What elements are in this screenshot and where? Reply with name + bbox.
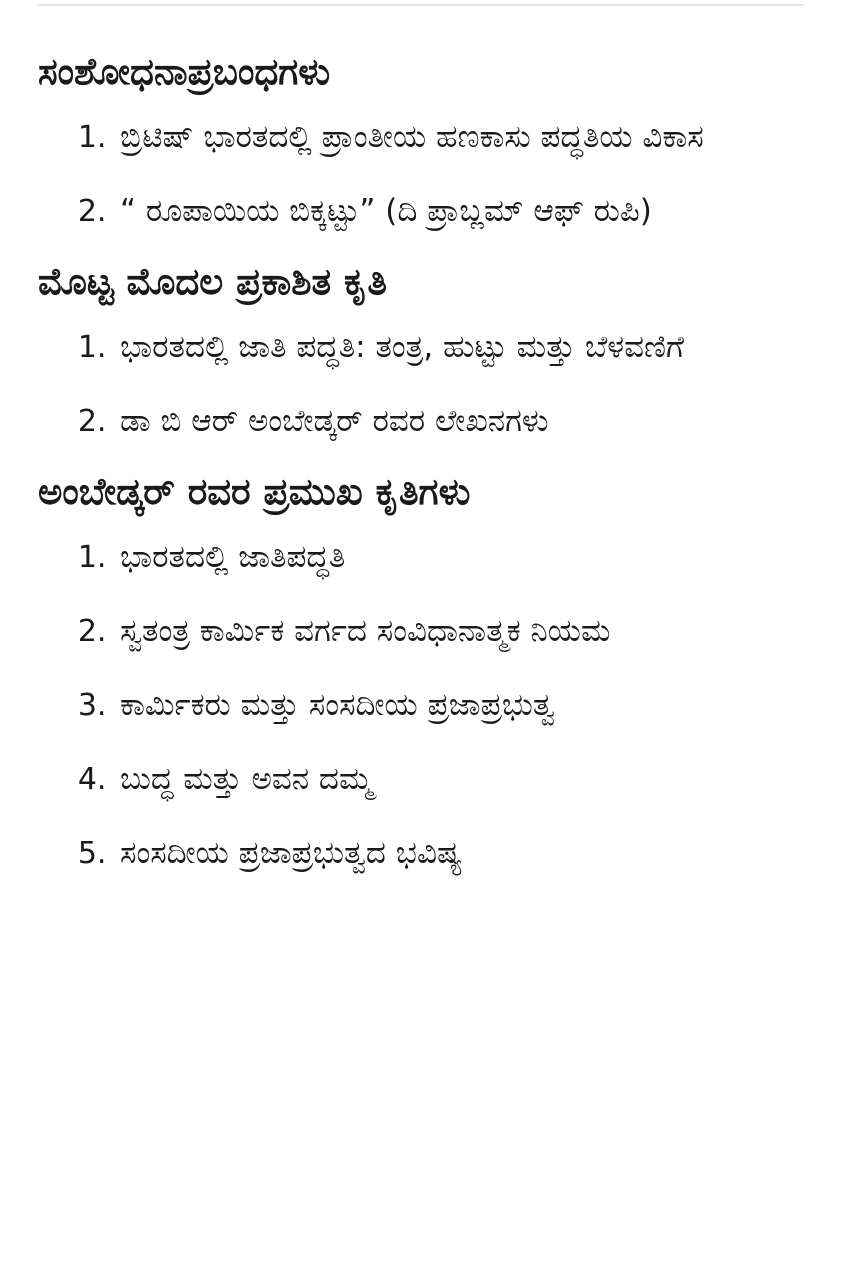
list-item: 2. ಸ್ವತಂತ್ರ ಕಾರ್ಮಿಕ ವರ್ಗದ ಸಂವಿಧಾನಾತ್ಮಕ ನಿಯಮ bbox=[116, 600, 808, 663]
article-content bbox=[38, 44, 808, 896]
research-papers-list bbox=[38, 106, 808, 243]
list-item: 3. ಕಾರ್ಮಿಕರು ಮತ್ತು ಸಂಸದೀಯ ಪ್ರಜಾಪ್ರಭುತ್ವ bbox=[116, 674, 808, 737]
list-item: 5. ಸಂಸದೀಯ ಪ್ರಜಾಪ್ರಭುತ್ವದ ಭವಿಷ್ಯ bbox=[116, 822, 808, 885]
major-works-list bbox=[38, 526, 808, 885]
list-item: 1. ಭಾರತದಲ್ಲಿ ಜಾತಿಪದ್ಧತಿ bbox=[116, 526, 808, 589]
first-published-work-list bbox=[38, 316, 808, 453]
section-heading-research-papers: ಸಂಶೋಧನಾಪ್ರಬಂಧಗಳು bbox=[38, 50, 331, 93]
section-heading-first-published-work: ಮೊಟ್ಟ ಮೊದಲ ಪ್ರಕಾಶಿತ ಕೃತಿ bbox=[38, 260, 387, 303]
section-heading-major-works: ಅಂಬೇಡ್ಕರ್ ರವರ ಪ್ರಮುಖ ಕೃತಿಗಳು bbox=[38, 470, 471, 513]
list-item: 1. ಬ್ರಿಟಿಷ್ ಭಾರತದಲ್ಲಿ ಪ್ರಾಂತೀಯ ಹಣಕಾಸು ಪದ್ಧತಿಯ ವಿಕಾಸ bbox=[116, 106, 808, 169]
top-divider bbox=[38, 4, 804, 6]
list-item: 2. “ ರೂಪಾಯಿಯ ಬಿಕ್ಕಟ್ಟು” (ದಿ ಪ್ರಾಬ್ಲಮ್ ಆಫ್ ರುಪಿ) bbox=[116, 180, 808, 243]
list-item: 4. ಬುದ್ಧ ಮತ್ತು ಅವನ ದಮ್ಮ bbox=[116, 748, 808, 811]
list-item: 1. ಭಾರತದಲ್ಲಿ ಜಾತಿ ಪದ್ಧತಿ: ತಂತ್ರ, ಹುಟ್ಟು ಮತ್ತು ಬೆಳವಣಿಗೆ bbox=[116, 316, 808, 379]
list-item: 2. ಡಾ ಬಿ ಆರ್ ಅಂಬೇಡ್ಕರ್ ರವರ ಲೇಖನಗಳು bbox=[116, 390, 808, 453]
